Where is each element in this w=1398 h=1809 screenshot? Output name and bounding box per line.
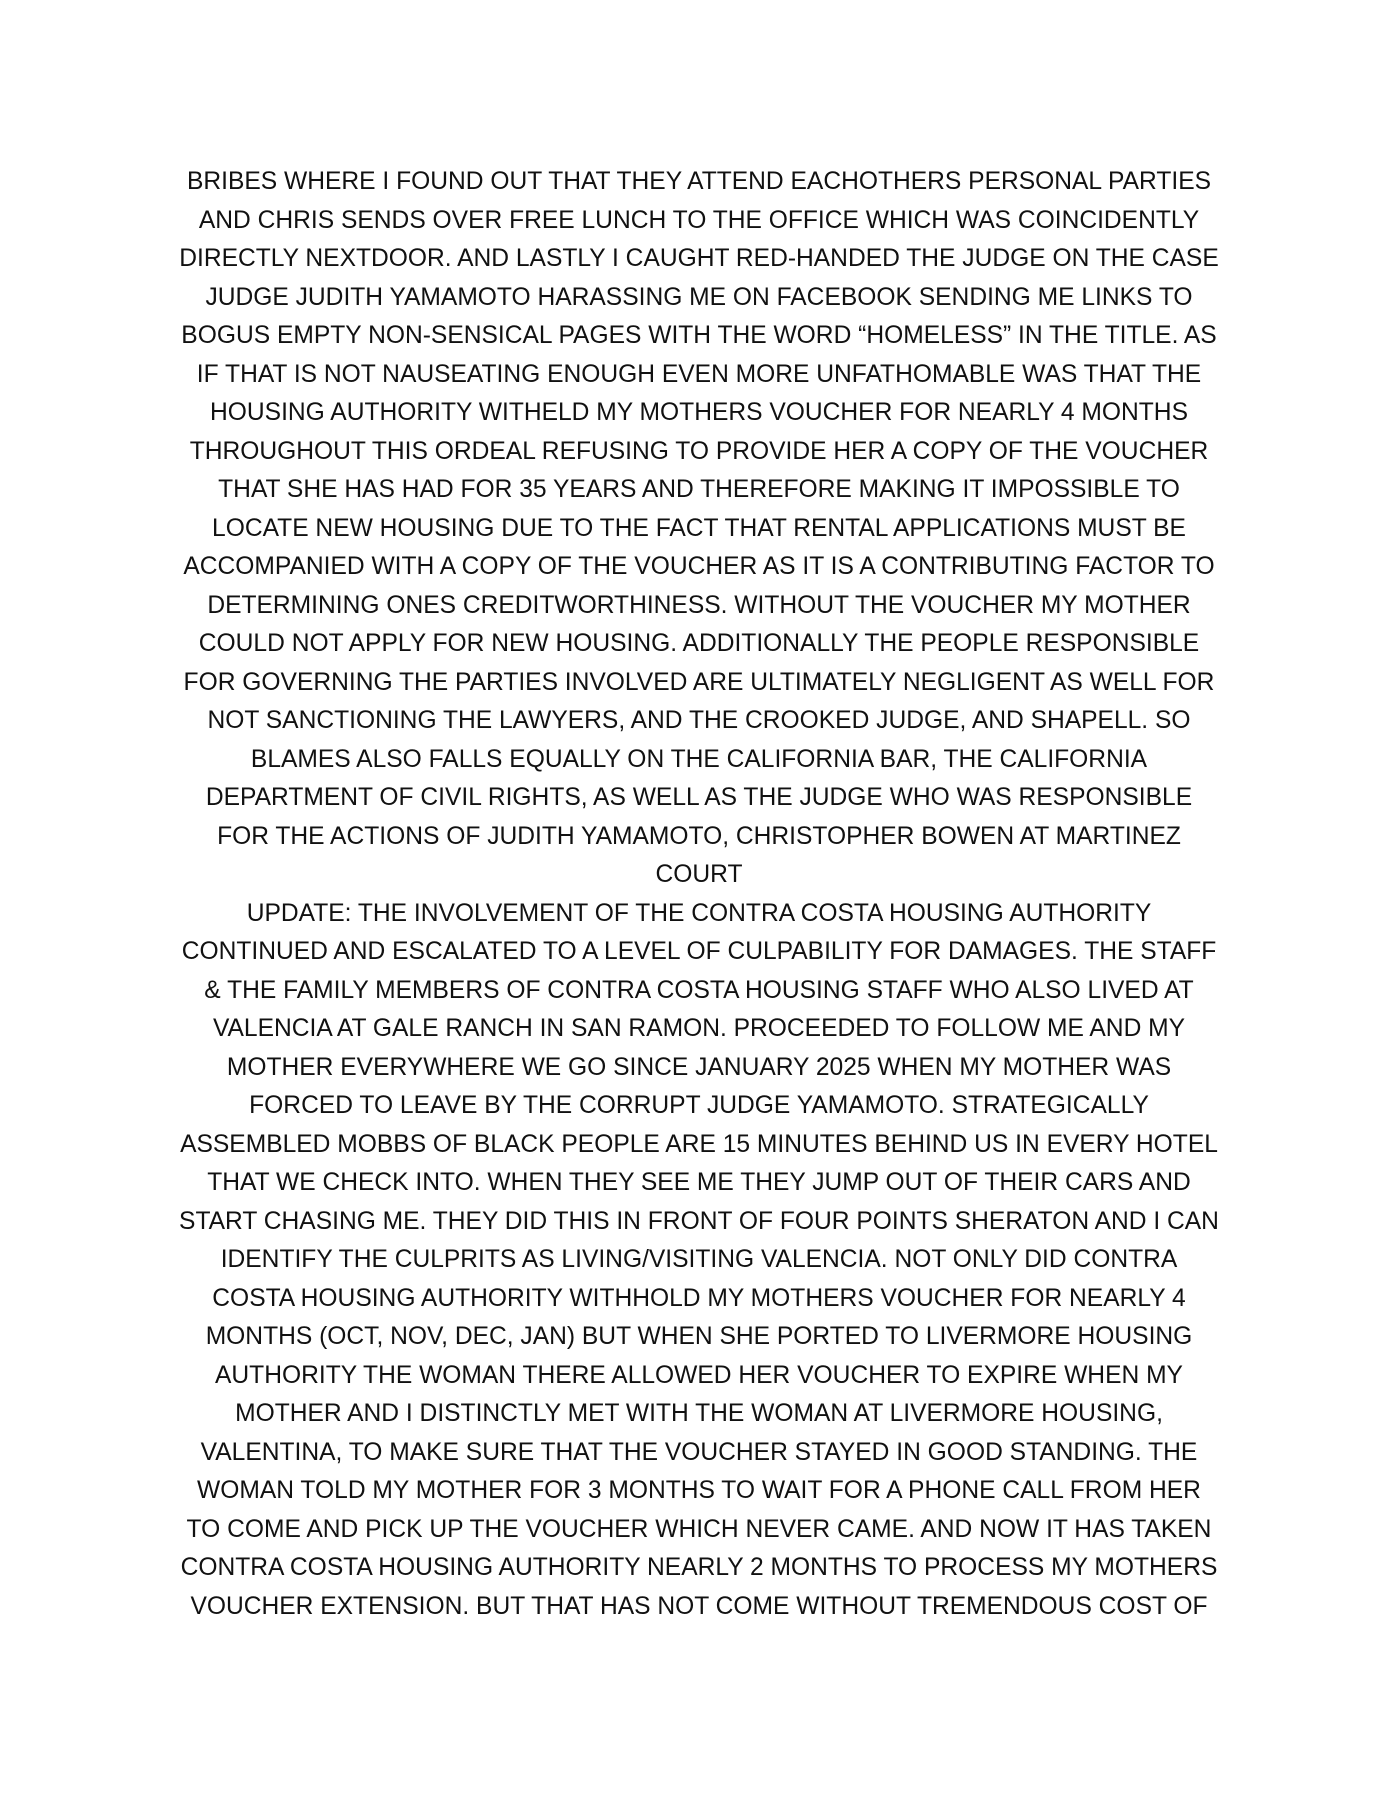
text-line: COURT: [655, 861, 743, 888]
text-line: AUTHORITY THE WOMAN THERE ALLOWED HER VOUCHER TO EXPIRE WHEN MY: [215, 1361, 1183, 1389]
text-line: BLAMES ALSO FALLS EQUALLY ON THE CALIFORNIA BAR, THE CALIFORNIA: [250, 745, 1148, 773]
text-line: FOR GOVERNING THE PARTIES INVOLVED ARE ULTIMATELY NEGLIGENT AS WELL FOR: [183, 668, 1215, 696]
text-line: DEPARTMENT OF CIVIL RIGHTS, AS WELL AS THE JUDGE WHO WAS RESPONSIBLE: [205, 784, 1193, 811]
text-line: ASSEMBLED MOBBS OF BLACK PEOPLE ARE 15 MINUTES BEHIND US IN EVERY HOTEL: [180, 1130, 1218, 1158]
text-line: MOTHER AND I DISTINCTLY MET WITH THE WOMAN AT LIVERMORE HOUSING,: [235, 1400, 1163, 1427]
text-line: & THE FAMILY MEMBERS OF CONTRA COSTA HOUSING STAFF WHO ALSO LIVED AT: [204, 976, 1194, 1004]
text-line: VALENTINA, TO MAKE SURE THAT THE VOUCHER STAYED IN GOOD STANDING. THE: [200, 1438, 1198, 1466]
text-line: FORCED TO LEAVE BY THE CORRUPT JUDGE YAMAMOTO. STRATEGICALLY: [249, 1092, 1149, 1119]
text-line: JUDGE JUDITH YAMAMOTO HARASSING ME ON FACEBOOK SENDING ME LINKS TO: [205, 283, 1193, 311]
text-line: THROUGHOUT THIS ORDEAL REFUSING TO PROVIDE HER A COPY OF THE VOUCHER: [189, 437, 1209, 465]
text-line: VALENCIA AT GALE RANCH IN SAN RAMON. PROCEEDED TO FOLLOW ME AND MY: [212, 1015, 1186, 1042]
text-line: FOR THE ACTIONS OF JUDITH YAMAMOTO, CHRISTOPHER BOWEN AT MARTINEZ: [217, 822, 1181, 850]
text-line: DETERMINING ONES CREDITWORTHINESS. WITHOUT THE VOUCHER MY MOTHER: [207, 591, 1191, 619]
text-line: IF THAT IS NOT NAUSEATING ENOUGH EVEN MORE UNFATHOMABLE WAS THAT THE: [196, 360, 1202, 388]
text-line: HOUSING AUTHORITY WITHELD MY MOTHERS VOUCHER FOR NEARLY 4 MONTHS: [210, 399, 1188, 426]
text-line: AND CHRIS SENDS OVER FREE LUNCH TO THE OFFICE WHICH WAS COINCIDENTLY: [198, 206, 1200, 234]
text-line: IDENTIFY THE CULPRITS AS LIVING/VISITING VALENCIA. NOT ONLY DID CONTRA: [220, 1246, 1178, 1273]
text-line: NOT SANCTIONING THE LAWYERS, AND THE CROOKED JUDGE, AND SHAPELL. SO: [207, 707, 1191, 734]
text-line: CONTRA COSTA HOUSING AUTHORITY NEARLY 2 MONTHS TO PROCESS MY MOTHERS: [180, 1554, 1218, 1581]
text-line: START CHASING ME. THEY DID THIS IN FRONT OF FOUR POINTS SHERATON AND I CAN: [179, 1207, 1219, 1235]
text-line: DIRECTLY NEXTDOOR. AND LASTLY I CAUGHT RED-HANDED THE JUDGE ON THE CASE: [179, 245, 1219, 272]
text-line: ACCOMPANIED WITH A COPY OF THE VOUCHER AS IT IS A CONTRIBUTING FACTOR TO: [183, 553, 1215, 580]
text-line: UPDATE: THE INVOLVEMENT OF THE CONTRA COSTA HOUSING AUTHORITY: [246, 899, 1152, 927]
text-line: VOUCHER EXTENSION. BUT THAT HAS NOT COME WITHOUT TREMENDOUS COST OF: [190, 1592, 1208, 1620]
text-line: WOMAN TOLD MY MOTHER FOR 3 MONTHS TO WAIT FOR A PHONE CALL FROM HER: [197, 1477, 1201, 1504]
text-line: LOCATE NEW HOUSING DUE TO THE FACT THAT RENTAL APPLICATIONS MUST BE: [212, 514, 1186, 542]
body-text: [150, 163, 1248, 1626]
text-line: TO COME AND PICK UP THE VOUCHER WHICH NEVER CAME. AND NOW IT HAS TAKEN: [186, 1515, 1212, 1543]
text-line: BRIBES WHERE I FOUND OUT THAT THEY ATTEND EACHOTHERS PERSONAL PARTIES: [186, 168, 1211, 195]
text-line: MOTHER EVERYWHERE WE GO SINCE JANUARY 2025 WHEN MY MOTHER WAS: [226, 1053, 1172, 1081]
text-line: BOGUS EMPTY NON-SENSICAL PAGES WITH THE WORD “HOMELESS” IN THE TITLE. AS: [181, 322, 1217, 349]
text-line: MONTHS (OCT, NOV, DEC, JAN) BUT WHEN SHE PORTED TO LIVERMORE HOUSING: [205, 1323, 1193, 1350]
text-line: THAT WE CHECK INTO. WHEN THEY SEE ME THEY JUMP OUT OF THEIR CARS AND: [207, 1169, 1191, 1196]
text-line: COULD NOT APPLY FOR NEW HOUSING. ADDITIONALLY THE PEOPLE RESPONSIBLE: [198, 630, 1200, 657]
text-line: COSTA HOUSING AUTHORITY WITHHOLD MY MOTHERS VOUCHER FOR NEARLY 4: [212, 1284, 1186, 1312]
text-line: THAT SHE HAS HAD FOR 35 YEARS AND THEREFORE MAKING IT IMPOSSIBLE TO: [218, 476, 1180, 503]
text-line: CONTINUED AND ESCALATED TO A LEVEL OF CULPABILITY FOR DAMAGES. THE STAFF: [181, 938, 1217, 965]
